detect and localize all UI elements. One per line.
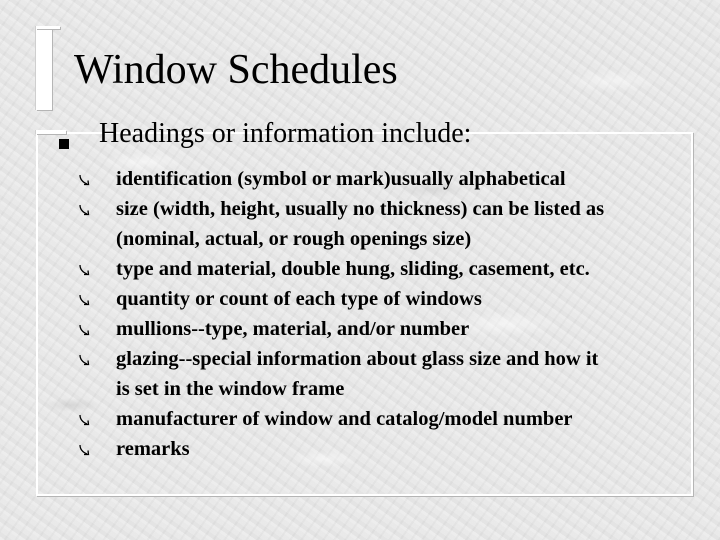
list-item-text: remarks [116,438,190,460]
list-item-text-continued: is set in the window frame [116,378,345,400]
list-item-text: quantity or count of each type of windows [116,288,482,310]
square-bullet-icon [59,139,69,149]
curved-arrow-bullet-icon [78,323,92,337]
list-item-text: glazing--special information about glass size and how it [116,348,599,370]
list-item [78,254,698,284]
list-item [78,164,698,194]
curved-arrow-bullet-icon [78,173,92,187]
curved-arrow-bullet-icon [78,353,92,367]
list-item-text: manufacturer of window and catalog/model number [116,408,573,430]
list-item [78,284,698,314]
list-item [78,314,698,344]
list-item-text: mullions--type, material, and/or number [116,318,470,340]
list-item [78,344,698,404]
list-item-text: identification (symbol or mark)usually alphabetical [116,168,566,190]
list-item-text: type and material, double hung, sliding, casement, etc. [116,258,590,280]
list-item [78,194,698,254]
curved-arrow-bullet-icon [78,413,92,427]
title-frame-bar [36,26,52,110]
curved-arrow-bullet-icon [78,203,92,217]
slide-title: Window Schedules [74,47,398,93]
sub-bullet-list [78,164,698,464]
main-bullet-text: Headings or information include: [99,118,472,149]
list-item-text-continued: (nominal, actual, or rough openings size) [116,228,472,250]
content-frame-top [36,130,66,134]
list-item [78,404,698,434]
curved-arrow-bullet-icon [78,443,92,457]
list-item [78,434,698,464]
title-frame-top [36,26,60,29]
curved-arrow-bullet-icon [78,293,92,307]
list-item-text: size (width, height, usually no thickness) can be listed as [116,198,605,220]
curved-arrow-bullet-icon [78,263,92,277]
